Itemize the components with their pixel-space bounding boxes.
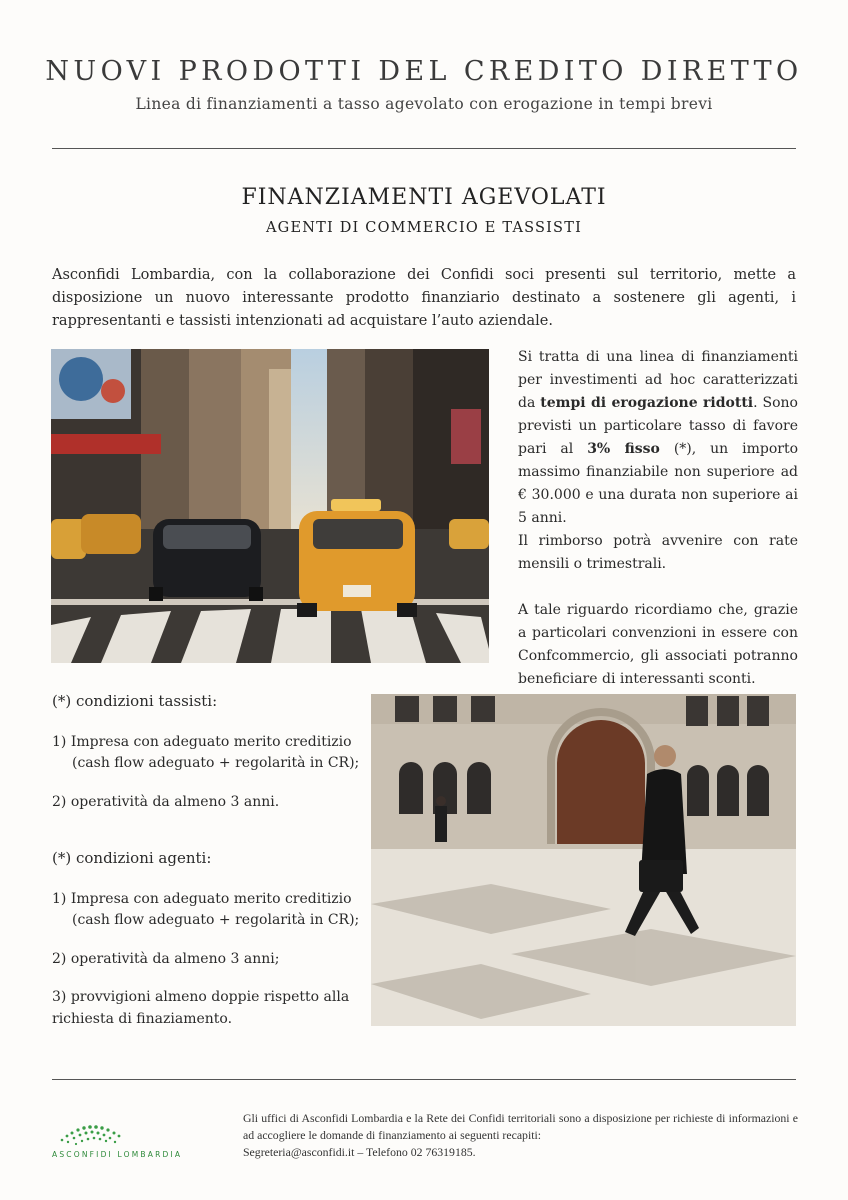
- taxi-conditions: [52, 691, 362, 813]
- list-item: 1) Impresa con adeguato merito creditizio: [52, 733, 352, 750]
- highlight-fast-delivery: tempi di erogazione ridotti: [540, 395, 754, 411]
- page-title: NUOVI PRODOTTI DEL CREDITO DIRETTO: [45, 56, 803, 87]
- footer-contact-line: Segreteria@asconfidi.it – Telefono 02 76319185.: [243, 1145, 476, 1159]
- intro-paragraph: Asconfidi Lombardia, con la collaborazione dei Confidi soci presenti sul territorio, mette a disposizione un nuovo interessante prodotto finanziario destinato a sostenere gli agenti, i rappresentanti e tassisti intenzionati ad acquistare l’auto aziendale.: [52, 267, 796, 329]
- agent-conditions: [52, 848, 362, 1030]
- header-divider: [52, 148, 796, 149]
- highlight-rate: 3% fisso: [587, 441, 660, 457]
- footer-contacts: [243, 1110, 798, 1161]
- list-item: 2) operatività da almeno 3 anni;: [52, 950, 280, 967]
- list-item: 1) Impresa con adeguato merito creditizio: [52, 890, 352, 907]
- product-description: [518, 346, 798, 691]
- businessman-photo: [371, 694, 796, 1026]
- list-item-detail: (cash flow adeguato + regolarità in CR);: [72, 755, 360, 771]
- section-title: FINANZIAMENTI AGEVOLATI: [241, 185, 607, 210]
- footer-info-text: Gli uffici di Asconfidi Lombardia e la Rete dei Confidi territoriali sono a disposizione per richieste di informazioni e ad accogliere le domande di finanziamento ai seguenti recapiti:: [243, 1111, 798, 1142]
- footer-divider: [52, 1079, 796, 1080]
- list-item: 2) operatività da almeno 3 anni.: [52, 793, 280, 810]
- list-item: 3) provvigioni almeno doppie rispetto alla richiesta di finaziamento.: [52, 989, 350, 1027]
- product-paragraph-1: Si tratta di una linea di finanziamenti per investimenti ad hoc caratterizzati da tempi di erogazione ridotti. Sono previsti un particolare tasso di favore pari al 3% fisso (*), un importo massimo finanziabile non superiore ad € 30.000 e una durata non superiore ai 5 anni.: [518, 349, 799, 526]
- product-paragraph-3: A tale riguardo ricordiamo che, grazie a particolari convenzioni in essere con Confcommercio, gli associati potranno beneficiare di interessanti sconti.: [518, 602, 798, 687]
- agent-conditions-heading: (*) condizioni agenti:: [52, 849, 212, 867]
- page-subtitle: Linea di finanziamenti a tasso agevolato con erogazione in tempi brevi: [135, 95, 713, 113]
- product-paragraph-2: Il rimborso potrà avvenire con rate mensili o trimestrali.: [518, 533, 798, 572]
- taxi-street-photo: [51, 349, 489, 663]
- asconfidi-logo: [52, 1116, 132, 1148]
- list-item-detail: (cash flow adeguato + regolarità in CR);: [72, 912, 360, 928]
- section-subtitle: AGENTI DI COMMERCIO E TASSISTI: [265, 220, 582, 236]
- logo-wordmark: ASCONFIDI LOMBARDIA: [52, 1150, 183, 1159]
- taxi-conditions-heading: (*) condizioni tassisti:: [52, 692, 218, 710]
